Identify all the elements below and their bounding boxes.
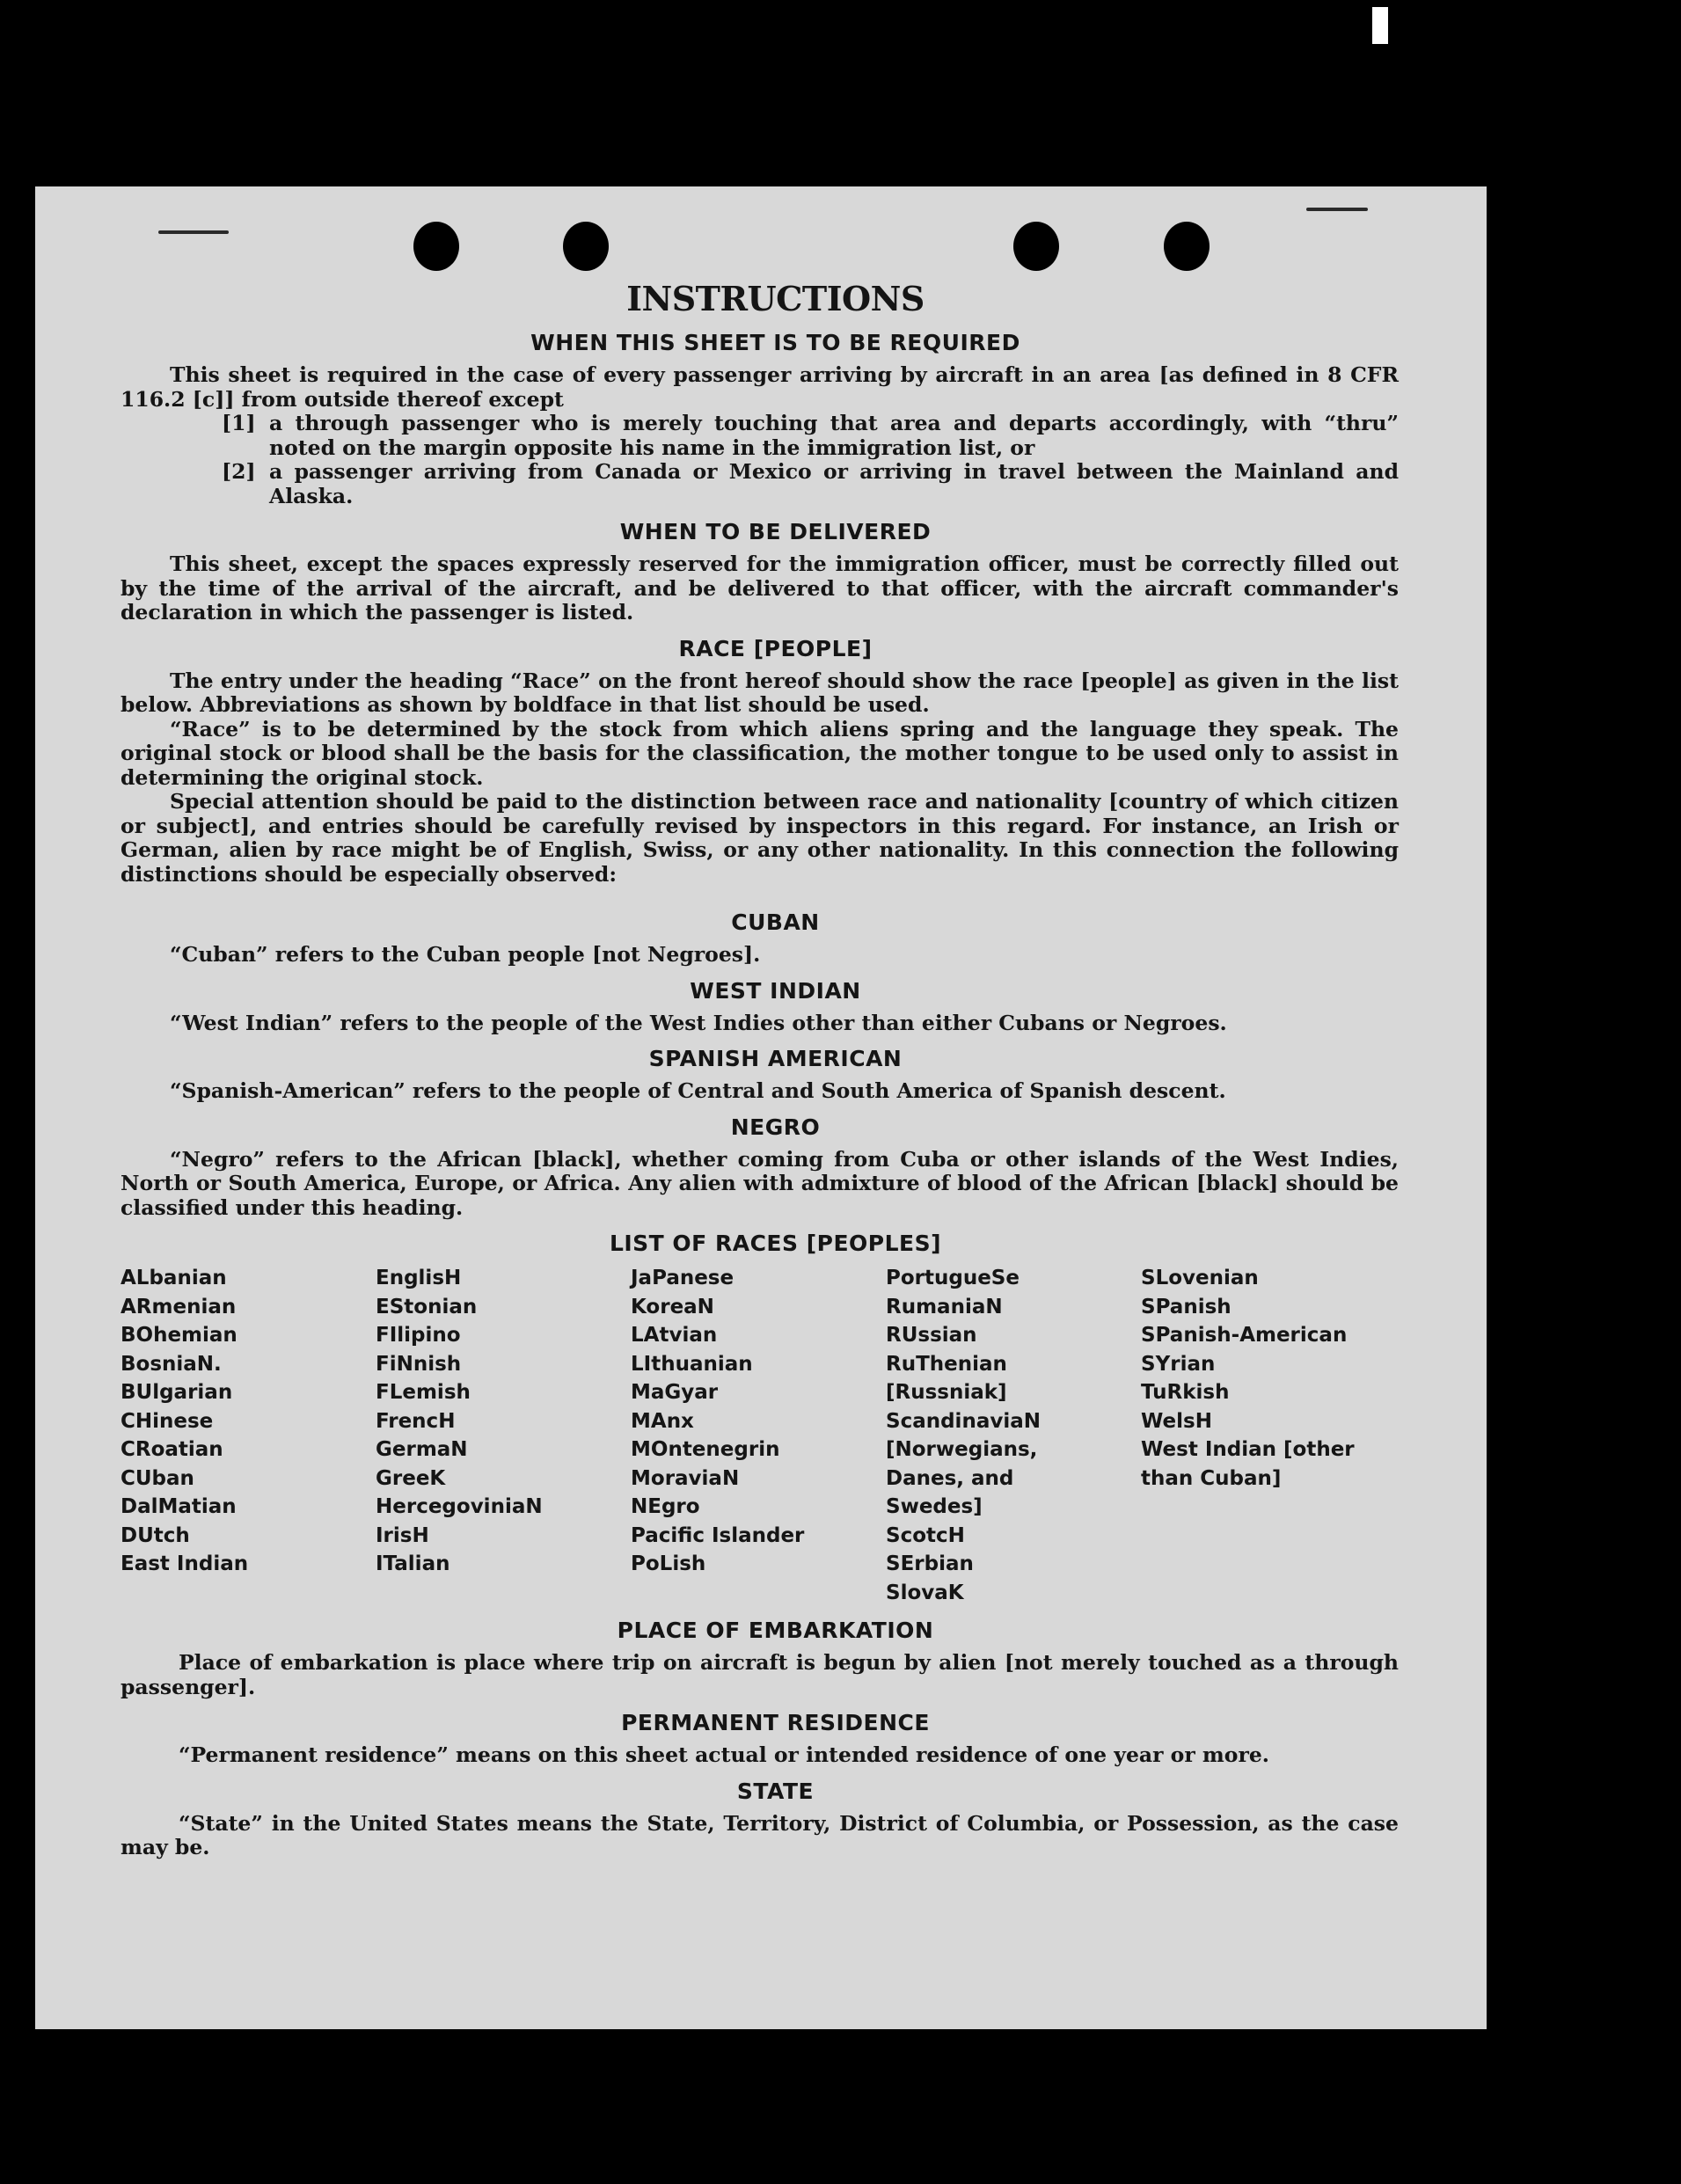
race-entry: FLemish bbox=[376, 1381, 471, 1404]
page-title: INSTRUCTIONS bbox=[626, 279, 925, 318]
section-heading-state: STATE bbox=[736, 1778, 815, 1804]
race-entry: CHinese bbox=[121, 1409, 214, 1433]
scan-mark bbox=[158, 230, 229, 234]
race-entry: SPanish bbox=[1141, 1295, 1232, 1318]
punch-hole bbox=[413, 222, 459, 271]
race-entry: ScotcH bbox=[886, 1523, 965, 1547]
race-entry: SlovaK bbox=[886, 1581, 964, 1604]
race-paragraph: The entry under the heading “Race” on the front hereof should show the race [people] as given in the list below. Abbreviations as shown by boldface in that list should be used. bbox=[121, 668, 1399, 717]
races-column bbox=[376, 1264, 631, 1607]
race-paragraph: Special attention should be paid to the distinction between race and nationality [country of which citizen or subject], and entries should be carefully revised by inspectors in this regard. For instance, an Irish or German, alien by race might be of English, Swiss, or any other nationality. In this connection the following distinctions should be especially observed: bbox=[121, 789, 1399, 887]
race-entry: TuRkish bbox=[1141, 1381, 1230, 1404]
race-entry: NEgro bbox=[631, 1495, 700, 1518]
cuban-text: “Cuban” refers to the Cuban people [not Negroes]. bbox=[170, 942, 761, 967]
race-entry: LAtvian bbox=[631, 1324, 718, 1347]
section-heading-delivered: WHEN TO BE DELIVERED bbox=[619, 519, 932, 544]
race-entry: West Indian [other than Cuban] bbox=[1141, 1438, 1355, 1490]
exception-item bbox=[121, 460, 1399, 508]
race-entry: MOntenegrin bbox=[631, 1438, 780, 1461]
race-entry: JaPanese bbox=[631, 1267, 735, 1289]
race-entry: GermaN bbox=[376, 1438, 468, 1461]
race-entry: ARmenian bbox=[121, 1295, 237, 1318]
race-entry: FiNnish bbox=[376, 1352, 462, 1376]
race-entry: SLovenian bbox=[1141, 1267, 1259, 1289]
section-heading-west-indian: WEST INDIAN bbox=[690, 977, 861, 1004]
race-entry: RumaniaN bbox=[886, 1295, 1003, 1318]
races-column bbox=[886, 1264, 1141, 1607]
races-column bbox=[121, 1264, 376, 1607]
race-entry: GreeK bbox=[376, 1466, 446, 1490]
exception-text: a passenger arriving from Canada or Mexico or arriving in travel between the Mainland and Alaska. bbox=[269, 459, 1399, 508]
section-heading-required: WHEN THIS SHEET IS TO BE REQUIRED bbox=[530, 330, 1020, 355]
negro-text: “Negro” refers to the African [black], whether coming from Cuba or other islands of the West Indies, North or South America, Europe, or Africa. Any alien with admixture of blood of the African [black] should be classified under this heading. bbox=[121, 1146, 1399, 1220]
race-entry: ITalian bbox=[376, 1552, 450, 1575]
punch-hole bbox=[1164, 222, 1210, 271]
section-heading-race: RACE [PEOPLE] bbox=[678, 635, 873, 661]
exception-number: [2] bbox=[222, 459, 256, 484]
section-heading-races-list: LIST OF RACES [PEOPLES] bbox=[609, 1231, 942, 1256]
race-paragraph: “Race” is to be determined by the stock from which aliens spring and the language they speak. The original stock or blood shall be the basis for the classification, the mother tongue to be used only to assist in determining the original stock. bbox=[121, 716, 1399, 790]
race-entry: ScandinaviaN [Norwegians, Danes, and Swedes] bbox=[886, 1409, 1041, 1518]
race-entry: MaGyar bbox=[631, 1381, 719, 1404]
exception-number: [1] bbox=[222, 411, 256, 435]
race-entry: LIthuanian bbox=[631, 1352, 753, 1376]
race-entry: RUssian bbox=[886, 1324, 977, 1347]
race-entry: PoLish bbox=[631, 1552, 706, 1575]
section-heading-residence: PERMANENT RESIDENCE bbox=[621, 1710, 930, 1735]
section-heading-spanish-american: SPANISH AMERICAN bbox=[648, 1046, 903, 1071]
instruction-sheet bbox=[35, 186, 1487, 2029]
race-entry: EnglisH bbox=[376, 1267, 462, 1289]
races-column bbox=[1141, 1264, 1396, 1607]
section-heading-cuban: CUBAN bbox=[731, 909, 820, 935]
race-entry: MAnx bbox=[631, 1409, 694, 1433]
race-entry: ALbanian bbox=[121, 1267, 227, 1289]
race-entry: CUban bbox=[121, 1466, 194, 1490]
instructions-content bbox=[121, 279, 1399, 1860]
exception-item bbox=[121, 412, 1399, 460]
required-intro: This sheet is required in the case of every passenger arriving by aircraft in an area [as defined in 8 CFR 116.2 [c]] from outside thereof except bbox=[121, 362, 1399, 412]
exception-text: a through passenger who is merely touching that area and departs accordingly, with “thru” noted on the margin opposite his name in the immigration list, or bbox=[269, 411, 1399, 460]
race-entry: CRoatian bbox=[121, 1438, 223, 1461]
residence-text: “Permanent residence” means on this sheet actual or intended residence of one year or more. bbox=[179, 1742, 1269, 1767]
races-list bbox=[121, 1264, 1399, 1607]
races-column bbox=[631, 1264, 886, 1607]
race-entry: EStonian bbox=[376, 1295, 478, 1318]
race-entry: MoraviaN bbox=[631, 1466, 740, 1490]
race-entry: DalMatian bbox=[121, 1495, 237, 1518]
spanish-american-text: “Spanish-American” refers to the people of Central and South America of Spanish descent. bbox=[170, 1078, 1226, 1103]
race-entry: KoreaN bbox=[631, 1295, 714, 1318]
race-entry: East Indian bbox=[121, 1552, 249, 1575]
west-indian-text: “West Indian” refers to the people of the West Indies other than either Cubans or Negroes. bbox=[170, 1010, 1227, 1035]
scan-mark bbox=[1306, 208, 1368, 211]
race-entry: SPanish-American bbox=[1141, 1324, 1348, 1347]
race-entry: SErbian bbox=[886, 1552, 974, 1575]
embarkation-text: Place of embarkation is place where trip on aircraft is begun by alien [not merely touched as a through passenger]. bbox=[121, 1650, 1399, 1699]
race-entry: WelsH bbox=[1141, 1409, 1212, 1433]
race-entry: DUtch bbox=[121, 1523, 190, 1547]
race-entry: SYrian bbox=[1141, 1352, 1216, 1376]
race-entry: HercegoviniaN bbox=[376, 1495, 543, 1518]
race-entry: Pacific Islander bbox=[631, 1523, 805, 1547]
race-entry: PortugueSe bbox=[886, 1267, 1020, 1289]
section-heading-embarkation: PLACE OF EMBARKATION bbox=[617, 1618, 934, 1643]
race-entry: IrisH bbox=[376, 1523, 429, 1547]
race-entry: FrencH bbox=[376, 1409, 456, 1433]
race-entry: RuThenian [Russniak] bbox=[886, 1352, 1007, 1404]
scan-corner-mark bbox=[1372, 7, 1388, 44]
race-entry: BUlgarian bbox=[121, 1381, 233, 1404]
punch-hole bbox=[563, 222, 609, 271]
state-text: “State” in the United States means the State, Territory, District of Columbia, or Possession, as the case may be. bbox=[121, 1810, 1399, 1859]
race-entry: BOhemian bbox=[121, 1324, 238, 1347]
race-entry: BosniaN. bbox=[121, 1352, 222, 1376]
delivered-text: This sheet, except the spaces expressly reserved for the immigration officer, must be correctly filled out by the time of the arrival of the aircraft, and be delivered to that officer, with the aircraft commander's declaration in which the passenger is listed. bbox=[121, 551, 1399, 625]
race-entry: FIlipino bbox=[376, 1324, 461, 1347]
punch-hole bbox=[1013, 222, 1059, 271]
section-heading-negro: NEGRO bbox=[730, 1114, 821, 1140]
